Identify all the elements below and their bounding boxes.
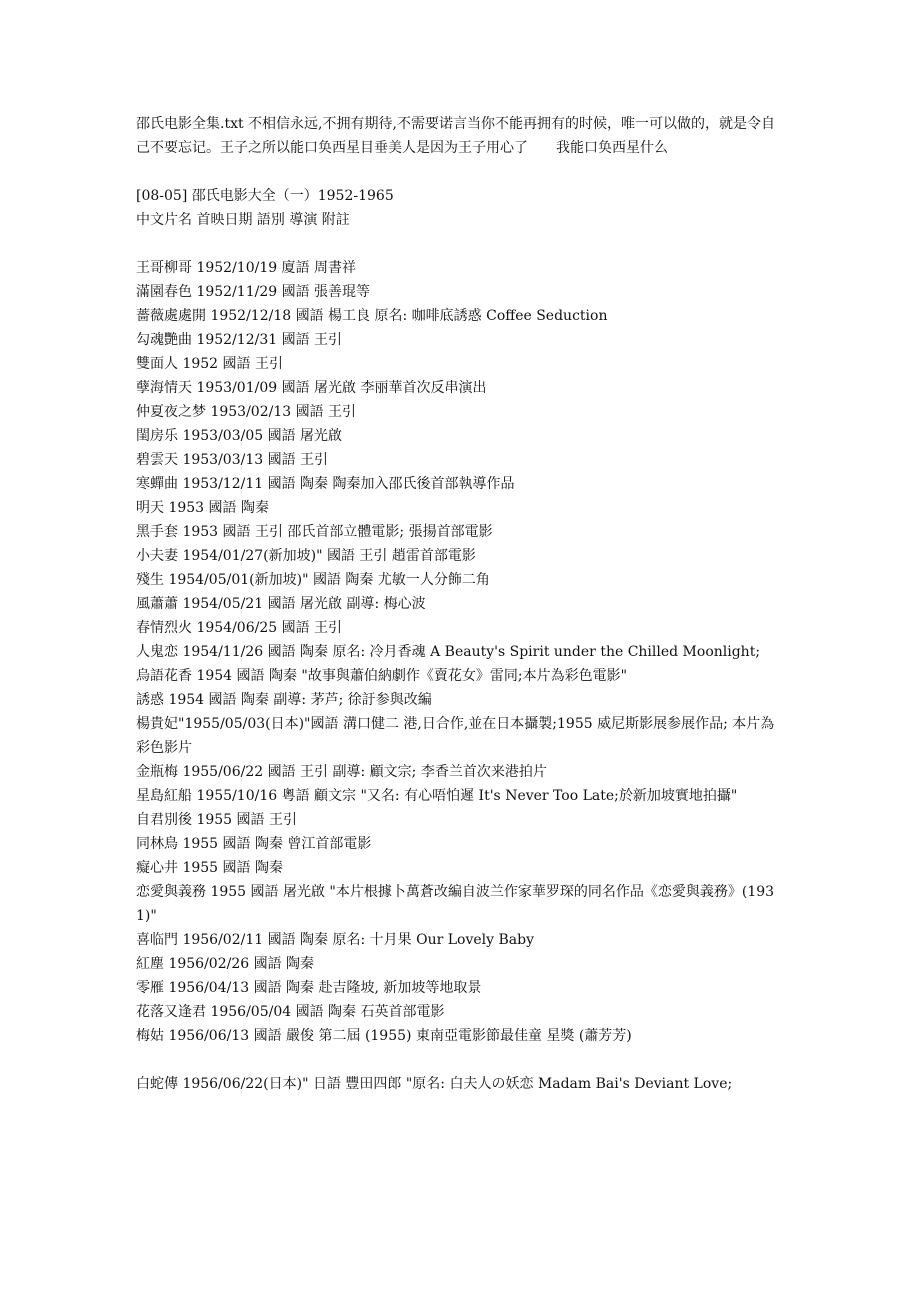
film-entry: 恋愛與義務 1955 國語 屠光啟 "本片根據卜萬蒼改編自波兰作家華罗琛的同名作品《恋愛與義務》(1931)" [136, 884, 775, 924]
film-entry: 仲夏夜之梦 1953/02/13 國語 王引 [136, 404, 357, 420]
film-list [136, 256, 788, 1048]
intro-paragraph: 邵氏电影全集.txt 不相信永远,不拥有期待,不需要诺言当你不能再拥有的时候，唯一可以做的，就是令自己不要忘记。王子之所以能口奂西星目垂美人是因为王子用心了 我能口奂西星什么 [136, 116, 775, 156]
film-entry: 雙面人 1952 國語 王引 [136, 356, 283, 372]
film-entry: 風蕭蕭 1954/05/21 國語 屠光啟 副導: 梅心波 [136, 596, 426, 612]
film-entry: 王哥柳哥 1952/10/19 廈語 周書祥 [136, 260, 357, 276]
film-entry: 春情烈火 1954/06/25 國語 王引 [136, 620, 343, 636]
film-entry: 誘惑 1954 國語 陶秦 副導: 茅芦; 徐訏参與改編 [136, 692, 432, 708]
film-entry: 勾魂艷曲 1952/12/31 國語 王引 [136, 332, 343, 348]
film-entry: 小夫妻 1954/01/27(新加坡)" 國語 王引 趙雷首部電影 [136, 548, 476, 564]
film-entry-trailing: 白蛇傳 1956/06/22(日本)" 日語 豐田四郎 "原名: 白夫人の妖恋 Madam Bai's Deviant Love; [136, 1076, 733, 1092]
film-entry: 喜临門 1956/02/11 國語 陶秦 原名: 十月果 Our Lovely Baby [136, 932, 535, 948]
film-entry: 自君別後 1955 國語 王引 [136, 812, 297, 828]
film-entry: 殘生 1954/05/01(新加坡)" 國語 陶秦 尤敏一人分飾二角 [136, 572, 490, 588]
listing-header [136, 184, 788, 232]
film-entry: 同林鳥 1955 國語 陶秦 曾江首部電影 [136, 836, 372, 852]
column-header: 中文片名 首映日期 語別 導演 附註 [136, 212, 350, 228]
film-entry: 孽海情天 1953/01/09 國語 屠光啟 李丽華首次反串演出 [136, 380, 487, 396]
section-title: [08-05] 邵氏电影大全（一）1952-1965 [136, 188, 394, 204]
film-entry: 金瓶梅 1955/06/22 國語 王引 副導: 顧文宗; 李香兰首次来港拍片 [136, 764, 547, 780]
film-entry: 癡心井 1955 國語 陶秦 [136, 860, 283, 876]
film-entry: 閨房乐 1953/03/05 國語 屠光啟 [136, 428, 343, 444]
film-entry: 滿園春色 1952/11/29 國語 張善琨等 [136, 284, 371, 300]
film-entry: 零雁 1956/04/13 國語 陶秦 赴吉隆坡, 新加坡等地取景 [136, 980, 482, 996]
film-entry: 星島紅船 1955/10/16 粵語 顧文宗 "又名: 有心唔怕遲 It's Never Too Late;於新加坡實地拍攝" [136, 788, 738, 804]
film-entry: 梅姑 1956/06/13 國語 嚴俊 第二屆 (1955) 東南亞電影節最佳童 星獎 (蕭芳芳) [136, 1028, 632, 1044]
film-entry: 烏語花香 1954 國語 陶秦 "故事與蕭伯納劇作《賣花女》雷同;本片為彩色電影" [136, 668, 628, 684]
film-entry: 寒蟬曲 1953/12/11 國語 陶秦 陶秦加入邵氏後首部執導作品 [136, 476, 515, 492]
film-entry: 花落又逢君 1956/05/04 國語 陶秦 石英首部電影 [136, 1004, 445, 1020]
film-entry: 明天 1953 國語 陶秦 [136, 500, 269, 516]
film-entry: 人鬼恋 1954/11/26 國語 陶秦 原名: 冷月香魂 A Beauty's Spirit under the Chilled Moonlight; [136, 644, 761, 660]
film-entry: 碧雲天 1953/03/13 國語 王引 [136, 452, 329, 468]
film-entry: 楊貴妃"1955/05/03(日本)"國語 溝口健二 港,日合作,並在日本攝製;1955 威尼斯影展参展作品; 本片為彩色影片 [136, 716, 775, 756]
film-entry: 黑手套 1953 國語 王引 邵氏首部立體電影; 張揚首部電影 [136, 524, 493, 540]
blank-line [136, 1048, 788, 1072]
film-entry: 薔薇處處開 1952/12/18 國語 楊工良 原名: 咖啡底誘惑 Coffee Seduction [136, 308, 608, 324]
film-entry: 紅塵 1956/02/26 國語 陶秦 [136, 956, 315, 972]
document-page [136, 112, 788, 1096]
